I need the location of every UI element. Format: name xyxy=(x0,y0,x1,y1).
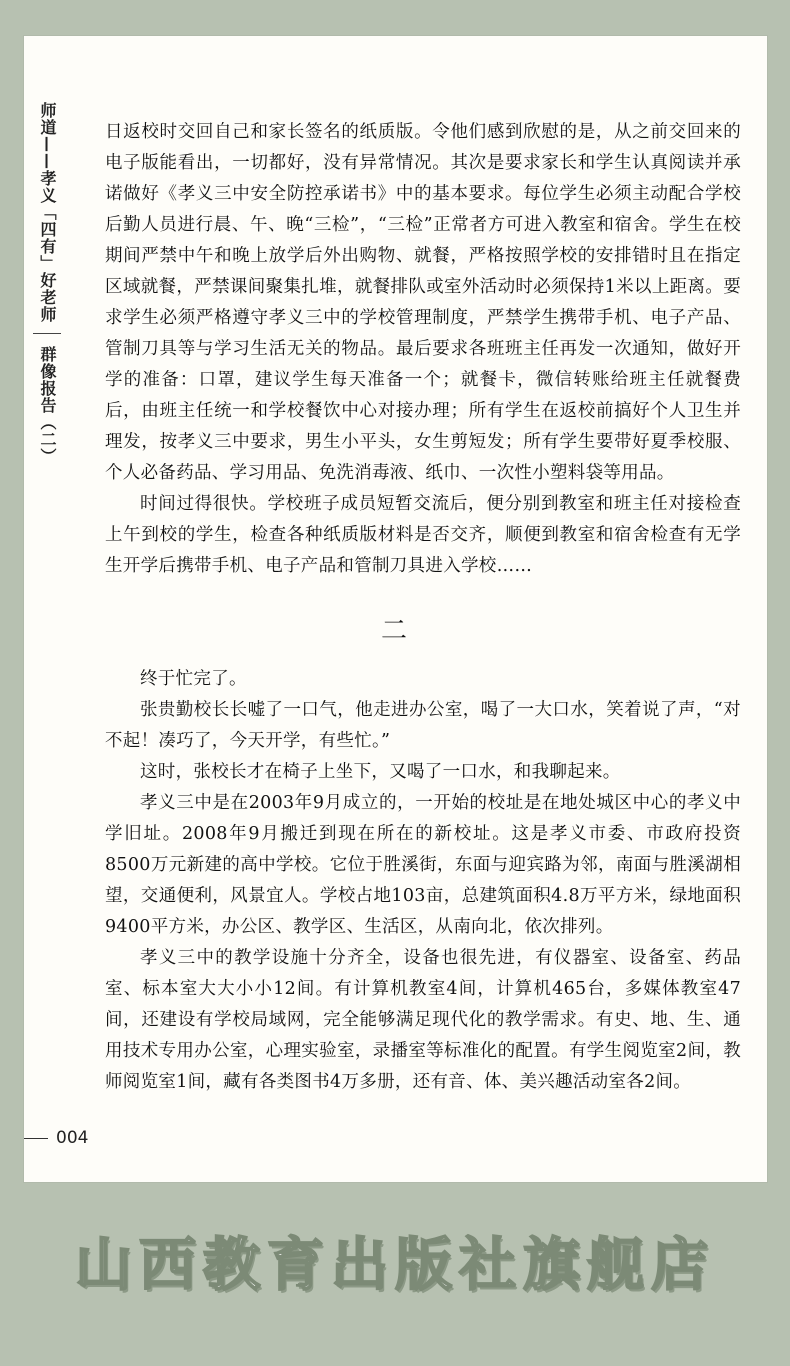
page-number: 004 xyxy=(56,1128,89,1148)
running-header xyxy=(33,102,61,465)
text-block-after xyxy=(105,664,741,1098)
paragraph: 张贵勤校长长嘘了一口气，他走进办公室，喝了一大口水，笑着说了声，“对不起！凑巧了，今天开学，有些忙。” xyxy=(105,700,741,751)
section-heading: 二 xyxy=(380,616,409,646)
paragraph: 这时，张校长才在椅子上坐下，又喝了一口水，和我聊起来。 xyxy=(140,762,621,782)
store-banner: 山西教育出版社旗舰店 xyxy=(75,1232,715,1298)
paragraph: 孝义三中的教学设施十分齐全，设备也很先进，有仪器室、设备室、药品室、标本室大大小小12间。有计算机教室4间，计算机465台，多媒体教室47间，还建设有学校局域网，完全能够满足现代化的教学需求。有史、地、生、通用技术专用办公室，心理实验室，录播室等标准化的配置。有学生阅览室2间，教师阅览室1间，藏有各类图书4万多册，还有音、体、美兴趣活动室各2间。 xyxy=(105,948,741,1092)
paragraph: 时间过得很快。学校班子成员短暂交流后，便分别到教室和班主任对接检查上午到校的学生，检查各种纸质版材料是否交齐，顺便到教室和宿舍检查有无学生开学后携带手机、电子产品和管制刀具进入学校…… xyxy=(105,494,741,576)
running-header-divider xyxy=(33,333,61,334)
paragraph: 孝义三中是在2003年9月成立的，一开始的校址是在地处城区中心的孝义中学旧址。2008年9月搬迁到现在所在的新校址。这是孝义市委、市政府投资8500万元新建的高中学校。它位于胜溪街，东面与迎宾路为邻，南面与胜溪湖相望，交通便利，风景宜人。学校占地103亩，总建筑面积4.8万平方米，绿地面积9400平方米，办公区、教学区、生活区，从南向北，依次排列。 xyxy=(105,793,741,937)
paragraph: 终于忙完了。 xyxy=(140,669,247,689)
paragraph: 日返校时交回自己和家长签名的纸质版。令他们感到欣慰的是，从之前交回来的电子版能看出，一切都好，没有异常情况。其次是要求家长和学生认真阅读并承诺做好《孝义三中安全防控承诺书》中的基本要求。每位学生必须主动配合学校后勤人员进行晨、午、晚“三检”，“三检”正常者方可进入教室和宿舍。学生在校期间严禁中午和晚上放学后外出购物、就餐，严格按照学校的安排错时且在指定区域就餐，严禁课间聚集扎堆，就餐排队或室外活动时必须保持1米以上距离。要求学生必须严格遵守孝义三中的学校管理制度，严禁学生携带手机、电子产品、管制刀具等与学习生活无关的物品。最后要求各班班主任再发一次通知，做好开学的准备：口罩，建议学生每天准备一个；就餐卡，微信转账给班主任就餐费后，由班主任统一和学校餐饮中心对接办理；所有学生在返校前搞好个人卫生并理发，按孝义三中要求，男生小平头，女生剪短发；所有学生要带好夏季校服、个人必备药品、学习用品、免洗消毒液、纸巾、一次性小塑料袋等用品。 xyxy=(105,122,741,483)
running-header-subtitle: 群像报告（二） xyxy=(38,346,57,465)
footer-rule xyxy=(24,1138,48,1139)
page-footer xyxy=(24,1128,88,1148)
running-header-series: 师道——孝义「四有」好老师 xyxy=(38,102,57,323)
text-block-before xyxy=(105,117,741,582)
